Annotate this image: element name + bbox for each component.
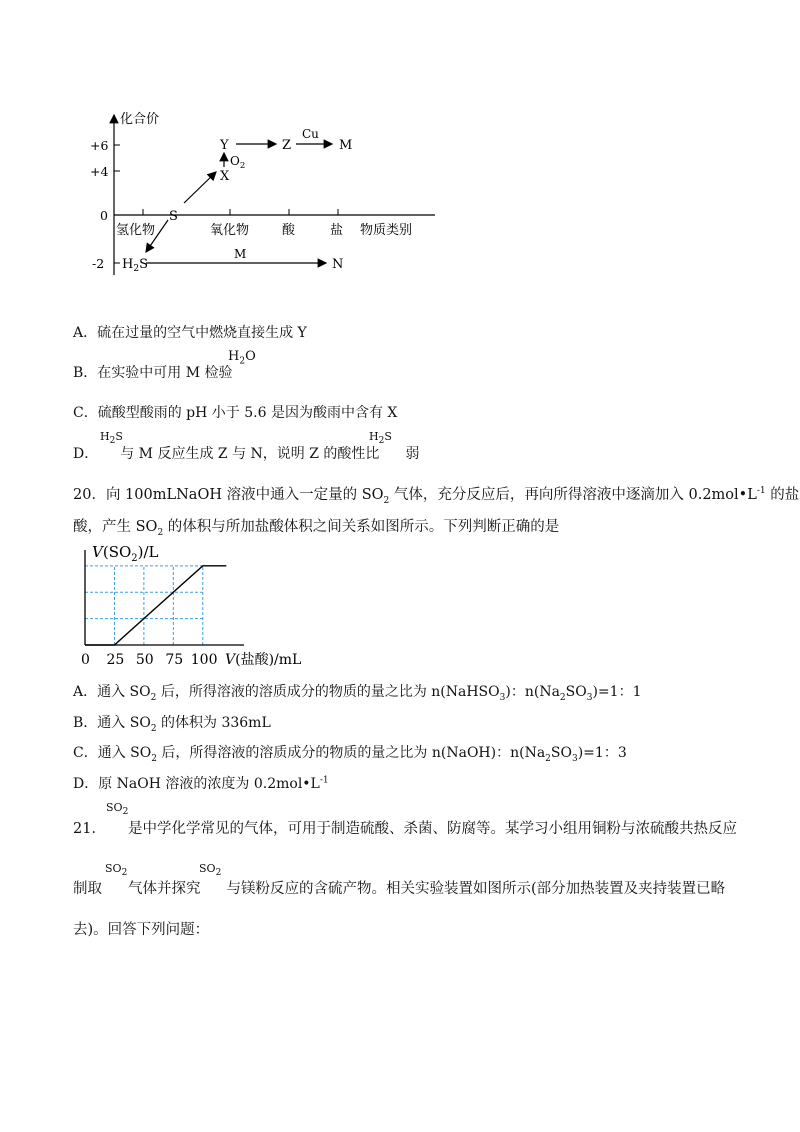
chart-x-tick-label: 75 <box>165 652 184 668</box>
q19-option-a: A．硫在过量的空气中燃烧直接生成 Y <box>73 325 307 341</box>
q21-line2: 制取 气体并探究 与镁粉反应的含硫产物。相关实验装置如图所示(部分加热装置及夹持装置已略 <box>73 881 726 897</box>
chart-grid <box>85 566 203 645</box>
q21-so2-formula-1: $SO_2$ <box>106 801 129 818</box>
y-tick-0: 0 <box>100 208 108 223</box>
x-category-oxide: 氧化物 <box>210 223 250 238</box>
node-m: M <box>339 138 353 153</box>
q19-option-b: B．在实验中可用 M 检验 <box>73 365 233 381</box>
chart-series-line <box>85 566 226 645</box>
chart-x-tick-label: 100 <box>190 652 218 668</box>
chart-y-label: $V(SO_2)/L$ <box>92 543 159 564</box>
x-category-acid: 酸 <box>282 223 296 238</box>
arrow-label-m: M <box>234 247 247 261</box>
node-h2s: $H_2S$ <box>122 257 148 274</box>
q21-so2-formula-3: $SO_2$ <box>199 862 222 879</box>
node-z: Z <box>282 138 292 153</box>
valence-diagram <box>80 105 440 280</box>
arrow-label-cu: Cu <box>302 127 319 141</box>
y-tick-plus4: +4 <box>90 164 109 179</box>
node-n: N <box>332 257 344 272</box>
chart-x-tick-label: 25 <box>106 652 125 668</box>
chart-x-ticks <box>81 652 218 668</box>
chart-x-tick-label: 0 <box>81 652 90 668</box>
q19-option-c: C．硫酸型酸雨的 pH 小于 5.6 是因为酸雨中含有 X <box>73 405 398 421</box>
arrow-label-o2: $O_2$ <box>230 154 246 171</box>
y-axis-label: 化合价 <box>120 112 160 127</box>
q20-stem-line1: 20．向 100mLNaOH 溶液中通入一定量的 $SO_2$ 气体，充分反应后，再向所得溶液中逐滴加入 $0.2mol•L^{-1}$ 的盐 <box>73 486 800 506</box>
x-category-hydride: 氢化物 <box>116 223 156 238</box>
y-tick-plus6: +6 <box>90 138 109 153</box>
q19-option-d-formula-2: $H_2S$ <box>369 430 392 447</box>
q20-option-b: B．通入 $SO_2$ 的体积为 336mL <box>73 715 271 734</box>
q21-so2-formula-2: $SO_2$ <box>105 862 128 879</box>
node-x: X <box>220 169 230 184</box>
chart-x-label: V(盐酸)/mL <box>225 652 302 668</box>
so2-volume-chart <box>70 540 320 675</box>
y-tick-minus2: -2 <box>92 256 105 271</box>
chart-x-tick-label: 50 <box>135 652 154 668</box>
q20-option-a: A．通入 $SO_2$ 后，所得溶液的溶质成分的物质的量之比为 n(NaHSO$_3$)：$n(Na_2SO_3)=1$：1 <box>73 684 642 703</box>
q19-option-b-formula: $H_2O$ <box>228 349 256 367</box>
node-s: S <box>169 209 178 224</box>
q20-option-c: C．通入 $SO_2$ 后，所得溶液的溶质成分的物质的量之比为 n(NaOH)：$n(Na_2SO_3)=1$：3 <box>73 745 627 764</box>
q21-line1: 21． 是中学化学常见的气体，可用于制造硫酸、杀菌、防腐等。某学习小组用铜粉与浓硫酸共热反应 <box>73 821 737 837</box>
q21-line3: 去)。回答下列问题： <box>73 922 210 938</box>
x-axis-label: 物质类别 <box>360 223 413 238</box>
q19-option-d: D． 与 M 反应生成 Z 与 N，说明 Z 的酸性比 弱 <box>73 446 420 462</box>
node-y: Y <box>220 138 229 153</box>
q20-stem-line2: 酸，产生 $SO_2$ 的体积与所加盐酸体积之间关系如图所示。下列判断正确的是 <box>73 519 560 538</box>
q20-option-d: D．原 NaOH 溶液的浓度为 $0.2mol•L^{-1}$ <box>73 775 329 792</box>
q19-option-d-formula-1: $H_2S$ <box>100 430 123 447</box>
x-category-salt: 盐 <box>330 223 344 238</box>
